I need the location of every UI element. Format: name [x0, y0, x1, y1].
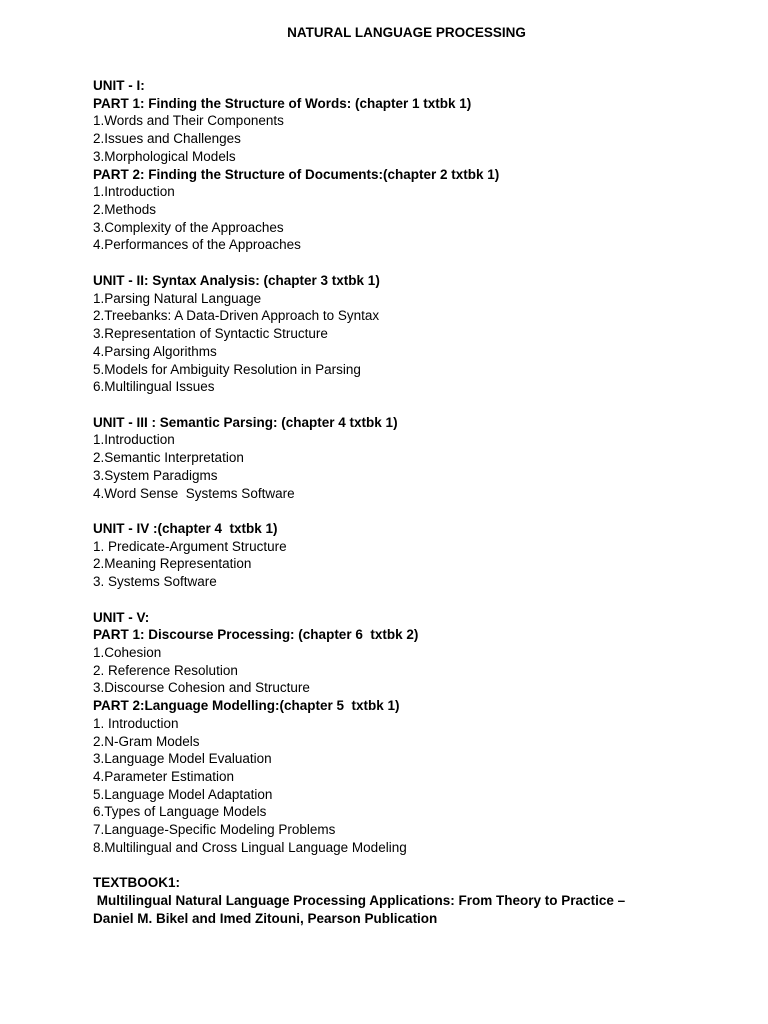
- list-item: 1.Words and Their Components: [93, 113, 284, 129]
- unit-3-section: [93, 414, 733, 503]
- document-title: NATURAL LANGUAGE PROCESSING: [287, 25, 526, 40]
- list-item: 4.Parameter Estimation: [93, 769, 235, 785]
- list-item: 7.Language-Specific Modeling Problems: [93, 822, 336, 838]
- list-item: 6.Types of Language Models: [93, 804, 267, 820]
- list-item: 6.Multilingual Issues: [93, 379, 215, 395]
- textbook-heading: TEXTBOOK1:: [93, 875, 181, 891]
- list-item: 1.Introduction: [93, 432, 175, 448]
- list-item: 3.Morphological Models: [93, 148, 236, 164]
- unit-5-part-1-heading: PART 1: Discourse Processing: (chapter 6 txtbk 2): [93, 627, 419, 643]
- unit-5-heading: UNIT - V:: [93, 609, 150, 625]
- section-spacer: [93, 396, 733, 414]
- unit-4-section: [93, 520, 733, 591]
- unit-5-section: [93, 609, 733, 857]
- list-item: 2.N-Gram Models: [93, 733, 200, 749]
- list-item: 3.Discourse Cohesion and Structure: [93, 680, 310, 696]
- unit-4-heading: UNIT - IV :(chapter 4 txtbk 1): [93, 520, 278, 536]
- list-item: 1. Predicate-Argument Structure: [93, 538, 287, 554]
- list-item: 3.Complexity of the Approaches: [93, 219, 284, 235]
- list-item: 1.Introduction: [93, 184, 175, 200]
- textbook-section: [93, 874, 733, 927]
- list-item: 8.Multilingual and Cross Lingual Language Modeling: [93, 839, 407, 855]
- textbook-title-line: Multilingual Natural Language Processing Applications: From Theory to Practice –: [93, 893, 626, 909]
- list-item: 4.Performances of the Approaches: [93, 237, 301, 253]
- section-spacer: [93, 502, 733, 520]
- unit-1-part-2-heading: PART 2: Finding the Structure of Documents:(chapter 2 txtbk 1): [93, 166, 500, 182]
- list-item: 5.Models for Ambiguity Resolution in Parsing: [93, 361, 361, 377]
- unit-1-part-1-heading: PART 1: Finding the Structure of Words: (chapter 1 txtbk 1): [93, 95, 472, 111]
- list-item: 4.Word Sense Systems Software: [93, 485, 295, 501]
- list-item: 4.Parsing Algorithms: [93, 343, 217, 359]
- unit-5-part-2-heading: PART 2:Language Modelling:(chapter 5 txtbk 1): [93, 698, 400, 714]
- list-item: 5.Language Model Adaptation: [93, 786, 273, 802]
- list-item: 3.System Paradigms: [93, 467, 218, 483]
- list-item: 1.Parsing Natural Language: [93, 290, 262, 306]
- unit-2-heading: UNIT - II: Syntax Analysis: (chapter 3 txtbk 1): [93, 272, 380, 288]
- list-item: 2.Treebanks: A Data-Driven Approach to Syntax: [93, 308, 380, 324]
- unit-2-section: [93, 272, 733, 396]
- section-spacer: [93, 857, 733, 875]
- list-item: 2. Reference Resolution: [93, 662, 238, 678]
- list-item: 3.Language Model Evaluation: [93, 751, 272, 767]
- section-spacer: [93, 254, 733, 272]
- list-item: 2.Semantic Interpretation: [93, 450, 244, 466]
- textbook-authors-line: Daniel M. Bikel and Imed Zitouni, Pearson Publication: [93, 910, 438, 926]
- unit-1-section: [93, 77, 733, 254]
- list-item: 3.Representation of Syntactic Structure: [93, 326, 328, 342]
- section-spacer: [93, 591, 733, 609]
- unit-1-heading: UNIT - I:: [93, 78, 145, 93]
- list-item: 2.Methods: [93, 202, 157, 218]
- list-item: 1. Introduction: [93, 715, 179, 731]
- list-item: 2.Issues and Challenges: [93, 131, 241, 147]
- list-item: 3. Systems Software: [93, 574, 217, 590]
- unit-3-heading: UNIT - III : Semantic Parsing: (chapter 4 txtbk 1): [93, 414, 398, 430]
- list-item: 2.Meaning Representation: [93, 556, 252, 572]
- list-item: 1.Cohesion: [93, 645, 162, 660]
- syllabus-content: [93, 77, 733, 928]
